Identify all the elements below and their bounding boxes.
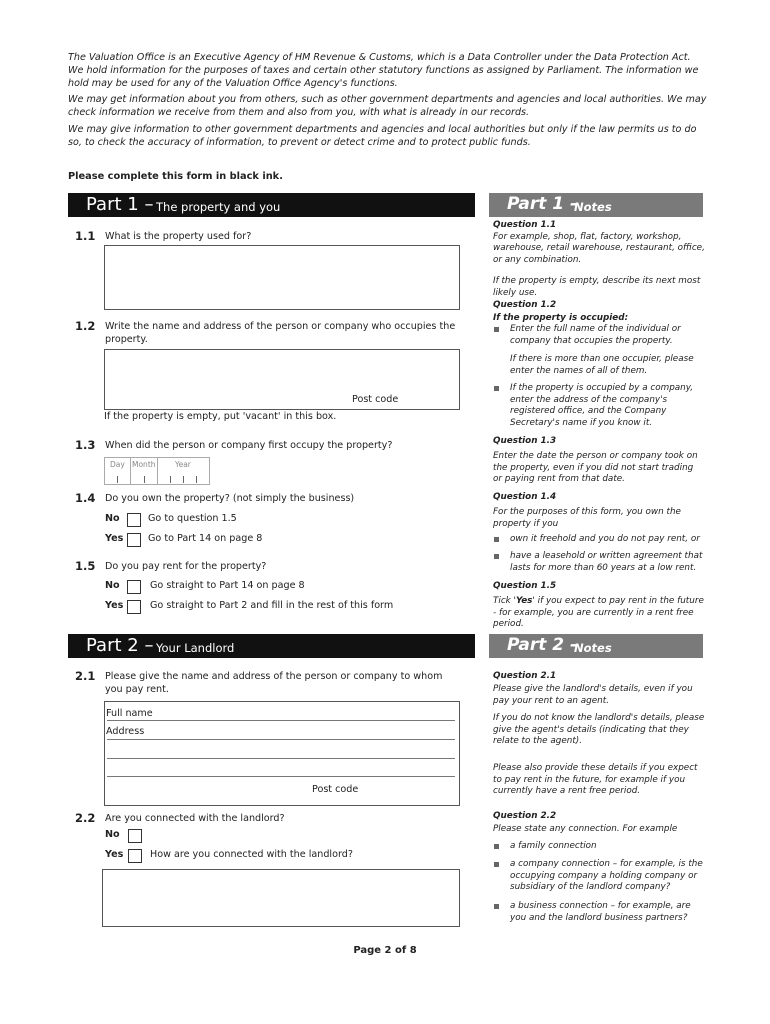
- note-q1-3-text: Enter the date the person or company took on the property, even if you did not start trading or paying rent from that date.: [493, 451, 698, 485]
- part2-notes-title: Part 2 -: [507, 635, 578, 655]
- full-name-line[interactable]: [107, 720, 455, 721]
- property-use-field[interactable]: [104, 245, 460, 310]
- q1-4-no-checkbox[interactable]: [127, 513, 141, 527]
- q2-2-no-checkbox[interactable]: [128, 829, 142, 843]
- privacy-notice: [68, 52, 708, 154]
- bullet-icon: [494, 844, 499, 849]
- part2-header: [68, 634, 475, 658]
- q2-2-yes-instruction: How are you connected with the landlord?: [150, 849, 353, 860]
- part1-notes-title: Part 1 -: [507, 194, 578, 214]
- privacy-paragraph-1: The Valuation Office is an Executive Agency of HM Revenue & Customs, which is a Data Controller under the Data Protection Act. We hold information for the purposes of taxes and certain other statutory functions as assigned by Parliament. The information we hold may be used for any of the Valuation Office Agency's functions.: [68, 52, 699, 89]
- q1-2-postcode-label: Post code: [352, 394, 399, 405]
- q2-2-text: Are you connected with the landlord?: [105, 813, 285, 824]
- q1-4-yes-label: Yes: [105, 533, 124, 544]
- q1-5-no-instruction: Go straight to Part 14 on page 8: [150, 580, 305, 591]
- address-line[interactable]: [107, 739, 455, 740]
- date-divider: [157, 458, 158, 484]
- full-name-label: Full name: [106, 708, 153, 719]
- note-q1-1-heading: Question 1.1: [493, 220, 557, 230]
- occupation-date-field[interactable]: [104, 457, 210, 485]
- q1-1-number: 1.1: [75, 229, 96, 243]
- date-tick: [144, 476, 145, 483]
- note-q1-4-text: For the purposes of this form, you own the property if you: [493, 507, 681, 529]
- q2-2-number: 2.2: [75, 811, 96, 825]
- landlord-connection-field[interactable]: [102, 869, 460, 927]
- q2-2-no-label: No: [105, 829, 120, 840]
- privacy-paragraph-2: We may get information about you from others, such as other government departments and agencies and local authorities. We may check information we receive from them and also from you, with what is already in our records.: [68, 94, 707, 119]
- q1-3-text: When did the person or company first occupy the property?: [105, 440, 393, 451]
- q1-4-no-instruction: Go to question 1.5: [148, 513, 237, 524]
- q1-4-no-label: No: [105, 513, 120, 524]
- note-q2-1-text-2: If you do not know the landlord's details, please give the agent's details (indicating that they relate to the agent).: [493, 713, 705, 747]
- note-q1-2-heading: Question 1.2: [493, 300, 557, 310]
- q2-1-number: 2.1: [75, 669, 96, 683]
- part2-subtitle: Your Landlord: [156, 641, 235, 655]
- bullet-icon: [494, 862, 499, 867]
- note-q1-4-bullet-1: own it freehold and you do not pay rent, or: [510, 534, 700, 544]
- date-year-label: Year: [175, 460, 191, 469]
- q1-2-vacant-note: If the property is empty, put 'vacant' in this box.: [104, 411, 337, 422]
- q1-5-text: Do you pay rent for the property?: [105, 561, 267, 572]
- part1-notes-header: [489, 193, 703, 217]
- q1-1-text: What is the property used for?: [105, 231, 252, 242]
- date-tick: [183, 476, 184, 483]
- date-divider: [130, 458, 131, 484]
- q2-1-postcode-label: Post code: [312, 784, 359, 795]
- note-q2-2-bullet-3: a business connection – for example, are you and the landlord business partners?: [510, 901, 691, 923]
- note-q1-4-bullet-2: have a leasehold or written agreement that lasts for more than 60 years at a low rent.: [510, 551, 703, 573]
- note-q1-5-heading: Question 1.5: [493, 581, 557, 591]
- note-q2-2-bullet-2: a company connection – for example, is the occupying company a holding company or subsidiary of the landlord company?: [510, 859, 703, 893]
- note-q1-2-bullet-1b: If there is more than one occupier, please enter the names of all of them.: [510, 354, 694, 376]
- note-q2-1-heading: Question 2.1: [493, 671, 557, 681]
- q2-1-text: Please give the name and address of the person or company to whom you pay rent.: [105, 671, 443, 695]
- date-tick: [196, 476, 197, 483]
- address-line[interactable]: [107, 758, 455, 759]
- address-line[interactable]: [107, 776, 455, 777]
- note-q1-2-bullet-2: If the property is occupied by a company, enter the address of the company's registered office, and the Company Secretary's name if you know it.: [510, 383, 694, 428]
- note-q1-1-text: For example, shop, flat, factory, workshop, warehouse, retail warehouse, restaurant, office, or any combination.: [493, 231, 705, 265]
- date-month-label: Month: [132, 460, 156, 469]
- q1-5-yes-instruction: Go straight to Part 2 and fill in the rest of this form: [150, 600, 394, 611]
- date-tick: [117, 476, 118, 483]
- bullet-icon: [494, 554, 499, 559]
- q2-2-yes-checkbox[interactable]: [128, 849, 142, 863]
- part1-header: [68, 193, 475, 217]
- part2-title: Part 2 –: [86, 635, 154, 656]
- occupier-name-address-field[interactable]: [104, 349, 460, 410]
- bullet-icon: [494, 386, 499, 391]
- part1-subtitle: The property and you: [156, 200, 281, 214]
- privacy-paragraph-3: We may give information to other government departments and agencies and local authorities but only if the law permits us to do so, to check the accuracy of information, to prevent or detect crime and to protect public funds.: [68, 123, 697, 148]
- landlord-details-box: [104, 701, 460, 806]
- q1-4-yes-instruction: Go to Part 14 on page 8: [148, 533, 263, 544]
- part1-notes: [493, 220, 705, 266]
- q1-5-number: 1.5: [75, 559, 96, 573]
- q1-4-number: 1.4: [75, 491, 96, 505]
- q1-5-yes-checkbox[interactable]: [127, 600, 141, 614]
- note-q1-3-heading: Question 1.3: [493, 436, 557, 446]
- black-ink-instruction: Please complete this form in black ink.: [68, 171, 283, 182]
- note-q1-4-heading: Question 1.4: [493, 492, 557, 502]
- note-q2-2-text: Please state any connection. For example: [493, 824, 678, 834]
- note-q2-1-text-3: Please also provide these details if you expect to pay rent in the future, for example if you currently have a rent free period.: [493, 763, 698, 797]
- q1-2-number: 1.2: [75, 319, 96, 333]
- bullet-icon: [494, 904, 499, 909]
- page-number: Page 2 of 8: [353, 945, 417, 956]
- part2-notes-header: [489, 634, 703, 658]
- part1-title: Part 1 –: [86, 194, 154, 215]
- date-day-label: Day: [110, 460, 125, 469]
- bullet-icon: [494, 327, 499, 332]
- part2-notes-subtitle: Notes: [574, 641, 612, 655]
- date-tick: [170, 476, 171, 483]
- q1-5-no-label: No: [105, 580, 120, 591]
- note-q1-2-bullet-1: Enter the full name of the individual or company that occupies the property.: [510, 324, 681, 346]
- note-q1-5-text: Tick 'Yes' if you expect to pay rent in the future - for example, you are currently in a rent free period.: [493, 596, 704, 630]
- q1-5-yes-label: Yes: [105, 600, 124, 611]
- address-label: Address: [106, 726, 145, 737]
- q1-4-yes-checkbox[interactable]: [127, 533, 141, 547]
- note-q2-2-bullet-1: a family connection: [510, 841, 597, 851]
- note-q2-2-heading: Question 2.2: [493, 811, 557, 821]
- q1-3-number: 1.3: [75, 438, 96, 452]
- q2-2-yes-label: Yes: [105, 849, 124, 860]
- note-q2-1-text-1: Please give the landlord's details, even if you pay your rent to an agent.: [493, 684, 693, 706]
- bullet-icon: [494, 537, 499, 542]
- q1-4-text: Do you own the property? (not simply the business): [105, 493, 355, 504]
- note-q1-1-empty: If the property is empty, describe its next most likely use.: [493, 276, 701, 298]
- q1-5-no-checkbox[interactable]: [127, 580, 141, 594]
- part1-notes-subtitle: Notes: [574, 200, 612, 214]
- q1-2-text: Write the name and address of the person or company who occupies the property.: [105, 321, 456, 345]
- note-q1-2-subheading: If the property is occupied:: [493, 313, 629, 323]
